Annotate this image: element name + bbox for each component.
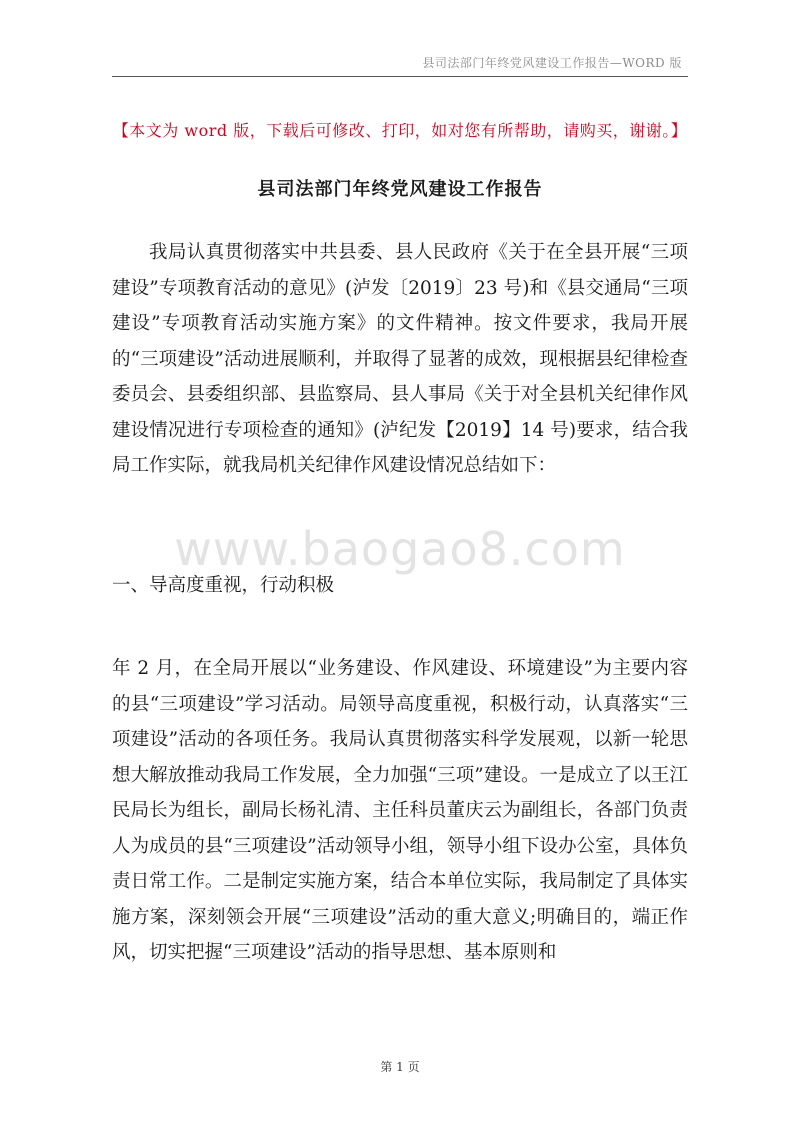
section-heading-1: 一、导高度重视，行动积极 <box>112 575 335 596</box>
running-header: 县司法部门年终党风建设工作报告—WORD 版 <box>422 56 682 70</box>
document-title: 县司法部门年终党风建设工作报告 <box>257 179 543 200</box>
page-number: 第 1 页 <box>380 1060 420 1074</box>
watermark: www.baogao8.com <box>174 522 626 576</box>
body-paragraph-2: 年 2 月，在全局开展以“业务建设、作风建设、环境建设”为主要内容的县“三项建设”学习活动。局领导高度重视，积极行动，认真落实“三项建设”活动的各项任务。我局认真贯彻落实科学发展观，以新一轮思想大解放推动我局工作发展，全力加强“三项”建设。一是成立了以王江民局长为组长，副局长杨礼清、主任科员董庆云为副组长，各部门负责人为成员的县“三项建设”活动领导小组，领导小组下设办公室，具体负责日常工作。二是制定实施方案，结合本单位实际，我局制定了具体实施方案，深刻领会开展“三项建设”活动的重大意义;明确目的，端正作风，切实把握“三项建设”活动的指导思想、基本原则和 <box>112 658 688 963</box>
header-divider <box>112 76 688 77</box>
body-paragraph-1: 我局认真贯彻落实中共县委、县人民政府《关于在全县开展“三项建设”专项教育活动的意见》(泸发〔2019〕23 号)和《县交通局“三项建设”专项教育活动实施方案》的文件精神。按文件要求，我局开展的“三项建设”活动进展顺利，并取得了显著的成效，现根据县纪律检查委员会、县委组织部、县监察局、县人事局《关于对全县机关纪律作风建设情况进行专项检查的通知》(泸纪发【2019】14 号)要求，结合我局工作实际，就我局机关纪律作风建设情况总结如下： <box>112 242 688 476</box>
purchase-notice: 【本文为 word 版，下载后可修改、打印，如对您有所帮助，请购买，谢谢。】 <box>112 121 688 140</box>
